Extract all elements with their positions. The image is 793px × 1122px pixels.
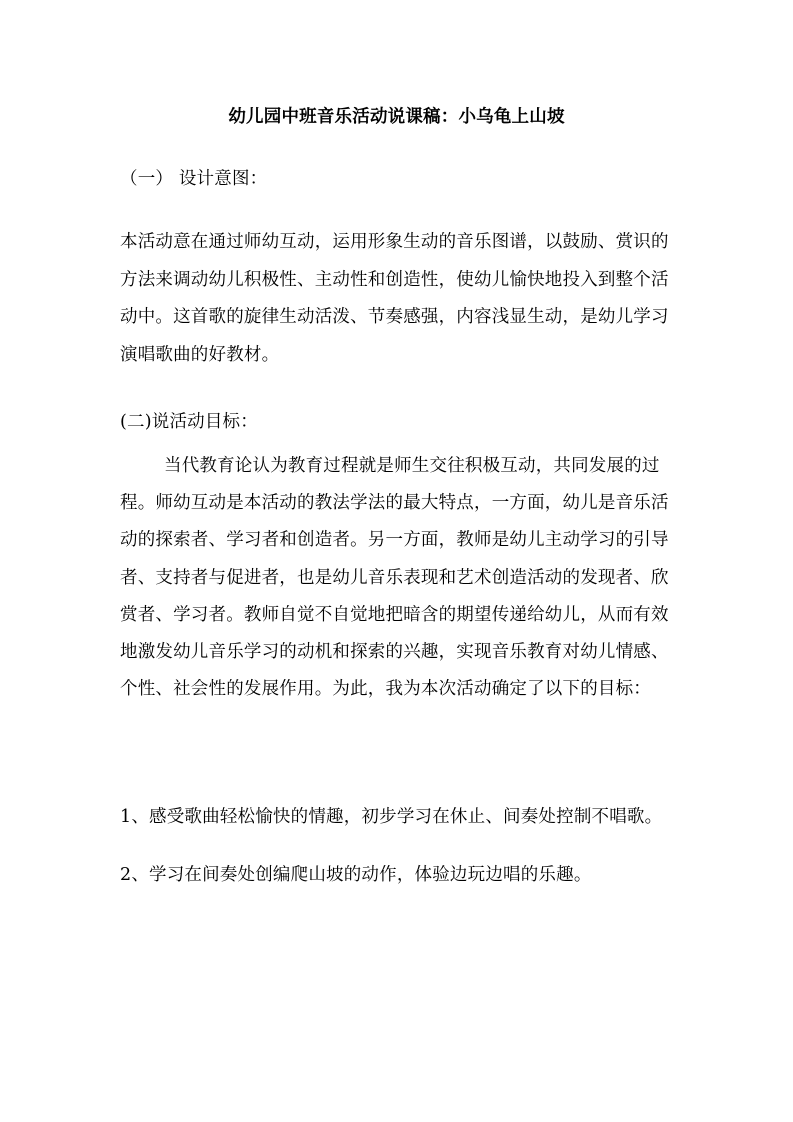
- goal-item-2: 2、学习在间奏处创编爬山坡的动作，体验边玩边唱的乐趣。: [120, 865, 592, 885]
- document-title: 幼儿园中班音乐活动说课稿：小乌龟上山坡: [228, 107, 565, 127]
- section1-paragraph: [120, 224, 676, 374]
- section1-heading: （一） 设计意图：: [120, 169, 268, 189]
- section1-paragraph-text: 本活动意在通过师幼互动，运用形象生动的音乐图谱，以鼓励、赏识的方法来调动幼儿积极性、主动性和创造性，使幼儿愉快地投入到整个活动中。这首歌的旋律生动活泼、节奏感强，内容浅显生动，是幼儿学习演唱歌曲的好教材。: [120, 232, 669, 365]
- section2-paragraph-text: 当代教育论认为教育过程就是师生交往积极互动，共同发展的过程。师幼互动是本活动的教法学法的最大特点，一方面，幼儿是音乐活动的探索者、学习者和创造者。另一方面，教师是幼儿主动学习的引导者、支持者与促进者，也是幼儿音乐表现和艺术创造活动的发现者、欣赏者、学习者。教师自觉不自觉地把暗含的期望传递给幼儿，从而有效地激发幼儿音乐学习的动机和探索的兴趣，实现音乐教育对幼儿情感、个性、社会性的发展作用。为此，我为本次活动确定了以下的目标：: [120, 456, 669, 700]
- section2-paragraph: [120, 448, 676, 708]
- goal-item-1: 1、感受歌曲轻松愉快的情趣，初步学习在休止、间奏处控制不唱歌。: [120, 807, 663, 827]
- section2-heading: (二)说活动目标：: [120, 412, 258, 432]
